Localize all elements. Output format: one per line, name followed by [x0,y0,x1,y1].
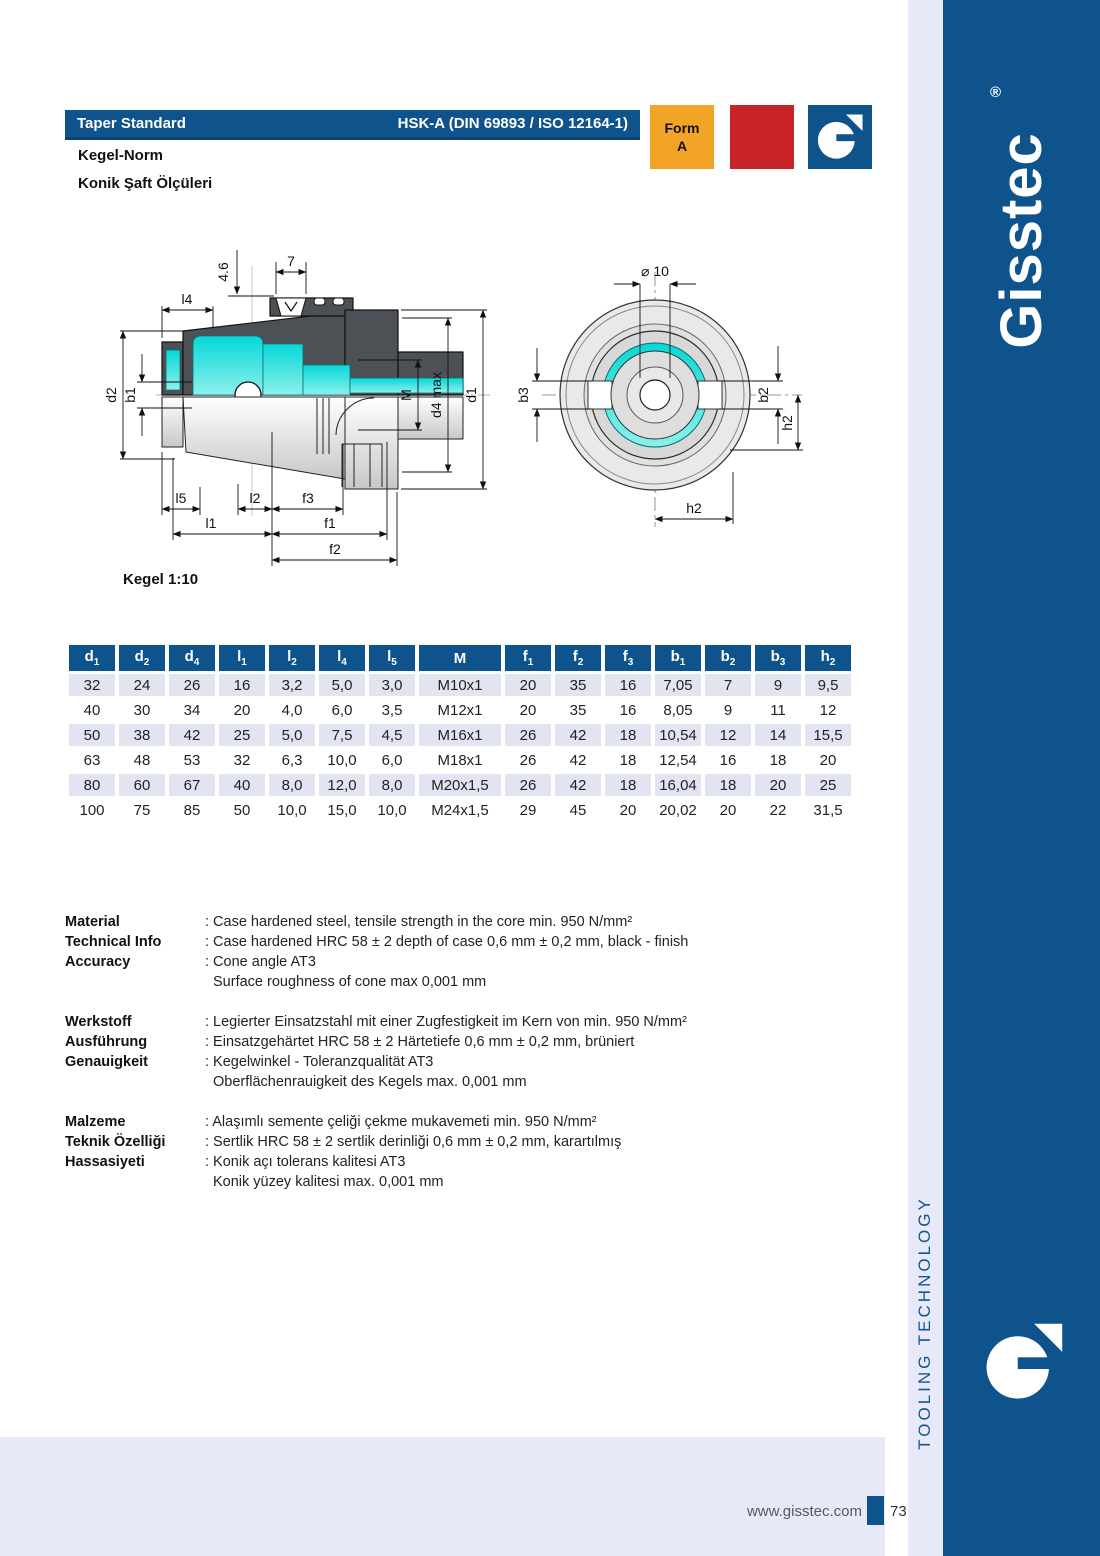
table-cell: 85 [183,801,201,819]
info-label [65,1172,205,1192]
table-cell: 16 [719,751,737,769]
side-view [103,250,492,588]
info-label: Genauigkeit [65,1054,148,1070]
table-cell: 20 [719,801,737,819]
table-cell: 18 [619,751,637,769]
tagline [904,1178,946,1468]
table-cell: 3,5 [381,701,403,719]
table-cell: 30 [133,701,151,719]
table-cell: 40 [83,701,101,719]
info-line [65,1132,835,1152]
center-hole [640,380,670,410]
form-a-badge [650,105,714,169]
info-text: : Case hardened HRC 58 ± 2 depth of case 0,6 mm ± 0,2 mm, black - finish [205,934,689,950]
table-cell: 8,0 [269,774,315,796]
table-cell: 11 [770,701,786,719]
table-cell: 32 [69,674,115,696]
website-link[interactable]: www.gisstec.com [746,1503,862,1520]
table-cell: 16 [605,674,651,696]
dim-label-h2-bottom: h2 [686,500,702,516]
table-row [69,724,851,746]
table-cell: 63 [83,751,101,769]
table-cell: 75 [133,801,151,819]
subtitle-turkish: Konik Şaft Ölçüleri [78,175,213,192]
table-cell: 10,0 [377,801,407,819]
info-label: Teknik Özelliği [65,1134,166,1150]
v-groove-notch [276,298,306,316]
info-block-de [65,1012,835,1092]
table-cell: 25 [805,774,851,796]
dim-label-b1: b1 [122,387,138,403]
table-cell: 25 [219,724,265,746]
col-header-f1: $f_1$ [505,645,551,671]
table-cell: 15,0 [327,801,357,819]
table-cell: 26 [505,774,551,796]
gisstec-g-icon [817,114,863,160]
dimension-table [65,642,855,824]
table-cell: 20 [519,701,537,719]
table-cell: 7 [705,674,751,696]
table-cell: 29 [519,801,537,819]
footer-block [0,1437,885,1556]
table-cell: 48 [133,751,151,769]
col-header-f3: $f_3$ [605,645,651,671]
table-cell: 6,3 [281,751,303,769]
col-header-d1: $d_1$ [69,645,115,671]
info-line [65,1112,835,1132]
table-cell: 12 [705,724,751,746]
brand-text: Gisstec [989,131,1055,349]
info-text: : Case hardened steel, tensile strength in the core min. 950 N/mm² [205,914,633,930]
table-cell: 14 [755,724,801,746]
info-line [65,1152,835,1172]
info-line [65,1172,835,1192]
col-header-l2: $l_2$ [269,645,315,671]
info-label: Hassasiyeti [65,1154,145,1170]
table-cell: 22 [769,801,787,819]
table-row [69,699,851,721]
table-cell: 26 [169,674,215,696]
drive-slot-right [698,381,722,409]
dim-label-4-6: 4.6 [215,262,231,282]
dim-label-d4max: d4 max [428,372,444,418]
technical-drawing [90,232,900,604]
table-cell: 4,5 [369,724,415,746]
table-cell: 26 [519,751,537,769]
info-line [65,912,835,932]
table-cell: 42 [555,774,601,796]
subtitle-german: Kegel-Norm [78,147,164,164]
info-text: : Cone angle AT3 [205,954,316,970]
info-label: Malzeme [65,1114,126,1130]
table-cell: 38 [119,724,165,746]
title-bar [65,110,640,140]
table-cell: 12,54 [659,751,697,769]
table-cell: 32 [233,751,251,769]
table-cell: 20 [819,751,837,769]
col-header-d2: $d_2$ [119,645,165,671]
table-cell: 10,0 [277,801,307,819]
table-cell: 16 [619,701,637,719]
form-badge-word: Form [664,120,700,136]
table-cell: 8,0 [369,774,415,796]
table-cell: 12,0 [319,774,365,796]
table-cell: M12x1 [437,701,483,719]
info-line [65,972,835,992]
table-cell: 45 [569,801,587,819]
table-cell: M16x1 [419,724,501,746]
info-block-tr [65,1112,835,1192]
table-cell: 12 [819,701,837,719]
form-badge-letter: A [676,138,688,154]
info-line [65,952,835,972]
table-row [69,749,851,771]
info-text: : Kegelwinkel - Toleranzqualität AT3 [205,1054,434,1070]
table-row [69,674,851,696]
table-cell: 53 [183,751,201,769]
col-header-b1: $b_1$ [655,645,701,671]
info-label: Accuracy [65,954,131,970]
registered-mark: ® [990,84,1002,101]
scale-note: Kegel 1:10 [123,571,199,588]
groove-notch [333,298,344,305]
table-cell: 9 [755,674,801,696]
table-cell: 5,0 [269,724,315,746]
logo-badge [808,105,872,169]
info-text: : Konik açı tolerans kalitesi AT3 [205,1154,406,1170]
table-cell: 3,0 [369,674,415,696]
info-label [65,1072,205,1092]
page-number-marker [867,1496,884,1525]
table-cell: 18 [605,724,651,746]
dim-label-l2: l2 [249,490,261,506]
col-header-b2: $b_2$ [705,645,751,671]
title-bar-right: HSK-A (DIN 69893 / ISO 12164-1) [397,115,628,132]
table-cell: 7,05 [655,674,701,696]
dim-label-f2: f2 [329,541,341,557]
table-cell: 9,5 [805,674,851,696]
table-cell: 20,02 [659,801,697,819]
table-cell: 18 [769,751,787,769]
gisstec-g-icon-sidebar [985,1320,1063,1404]
dim-label-d2: d2 [103,387,119,403]
col-header-h2: $h_2$ [805,645,851,671]
table-cell: 16 [219,674,265,696]
page-number: 73 [890,1503,907,1520]
table-cell: 24 [119,674,165,696]
info-text: : Einsatzgehärtet HRC 58 ± 2 Härtetiefe 0,6 mm ± 0,2 mm, brüniert [205,1034,635,1050]
info-line [65,1012,835,1032]
table-cell: M20x1,5 [419,774,501,796]
dim-label-b2: b2 [755,387,771,403]
dimension-table-head [69,645,851,671]
info-line [65,1032,835,1052]
col-header-l4: $l_4$ [319,645,365,671]
table-cell: 20 [233,701,251,719]
table-cell: 4,0 [281,701,303,719]
dim-label-l4: l4 [181,291,193,307]
info-text: : Sertlik HRC 58 ± 2 sertlik derinliği 0,6 mm ± 0,2 mm, karartılmış [205,1134,622,1150]
col-header-f2: $f_2$ [555,645,601,671]
red-color-badge [730,105,794,169]
col-header-M: M [419,645,501,671]
info-text: Oberflächenrauigkeit des Kegels max. 0,001 mm [213,1074,527,1090]
table-row [69,774,851,796]
table-row [69,799,851,821]
table-cell: 60 [119,774,165,796]
table-cell: 67 [169,774,215,796]
table-cell: 10,54 [655,724,701,746]
info-label: Material [65,914,120,930]
table-cell: 35 [569,701,587,719]
table-cell: 50 [233,801,251,819]
dim-label-d1: d1 [463,387,479,403]
table-cell: 7,5 [319,724,365,746]
info-text: Konik yüzey kalitesi max. 0,001 mm [213,1174,444,1190]
table-cell: 3,2 [269,674,315,696]
col-header-b3: $b_3$ [755,645,801,671]
table-cell: 6,0 [331,701,353,719]
table-cell: 20 [755,774,801,796]
col-header-l1: $l_1$ [219,645,265,671]
info-line [65,1052,835,1072]
table-cell: M18x1 [437,751,483,769]
table-cell: 42 [555,724,601,746]
dim-label-m: M [398,389,414,401]
dim-label-h2-right: h2 [779,415,795,431]
info-text: : Alaşımlı semente çeliği çekme mukavemeti min. 950 N/mm² [205,1114,597,1130]
groove-notch [314,298,325,305]
table-cell: 18 [605,774,651,796]
brand-logotype [943,80,1100,400]
info-line [65,1072,835,1092]
title-bar-left: Taper Standard [77,115,186,132]
front-view [515,263,803,527]
table-cell: 34 [183,701,201,719]
info-text: : Legierter Einsatzstahl mit einer Zugfestigkeit im Kern von min. 950 N/mm² [205,1014,687,1030]
table-cell: 50 [69,724,115,746]
table-cell: 15,5 [805,724,851,746]
table-cell: 42 [169,724,215,746]
info-label [65,972,205,992]
dim-label-dia10: ⌀ 10 [641,263,669,279]
table-cell: 6,0 [381,751,403,769]
table-cell: 40 [219,774,265,796]
table-cell: 35 [555,674,601,696]
dim-label-l1: l1 [205,515,217,531]
info-block-en [65,912,835,992]
col-header-d4: $d_4$ [169,645,215,671]
tagline-text: TOOLING TECHNOLOGY [915,1196,935,1450]
table-cell: 8,05 [663,701,693,719]
dim-label-f1: f1 [324,515,336,531]
table-cell: M10x1 [419,674,501,696]
table-cell: 10,0 [327,751,357,769]
table-cell: 20 [505,674,551,696]
dim-label-7: 7 [287,253,295,269]
info-text: Surface roughness of cone max 0,001 mm [213,974,487,990]
table-cell: 100 [79,801,105,819]
info-label: Werkstoff [65,1014,132,1030]
table-cell: 20 [619,801,637,819]
dim-label-b3: b3 [515,387,531,403]
dim-label-l5: l5 [175,490,187,506]
table-cell: M24x1,5 [431,801,489,819]
drive-slot-left [588,381,612,409]
info-label: Ausführung [65,1034,148,1050]
dimension-table-body [69,674,851,821]
col-header-l5: $l_5$ [369,645,415,671]
table-cell: 5,0 [319,674,365,696]
table-cell: 18 [705,774,751,796]
info-line [65,932,835,952]
dim-label-f3: f3 [302,490,314,506]
table-cell: 16,04 [655,774,701,796]
table-cell: 26 [505,724,551,746]
table-cell: 31,5 [813,801,843,819]
info-label: Technical Info [65,934,162,950]
table-cell: 42 [569,751,587,769]
table-cell: 9 [723,701,733,719]
table-cell: 80 [69,774,115,796]
